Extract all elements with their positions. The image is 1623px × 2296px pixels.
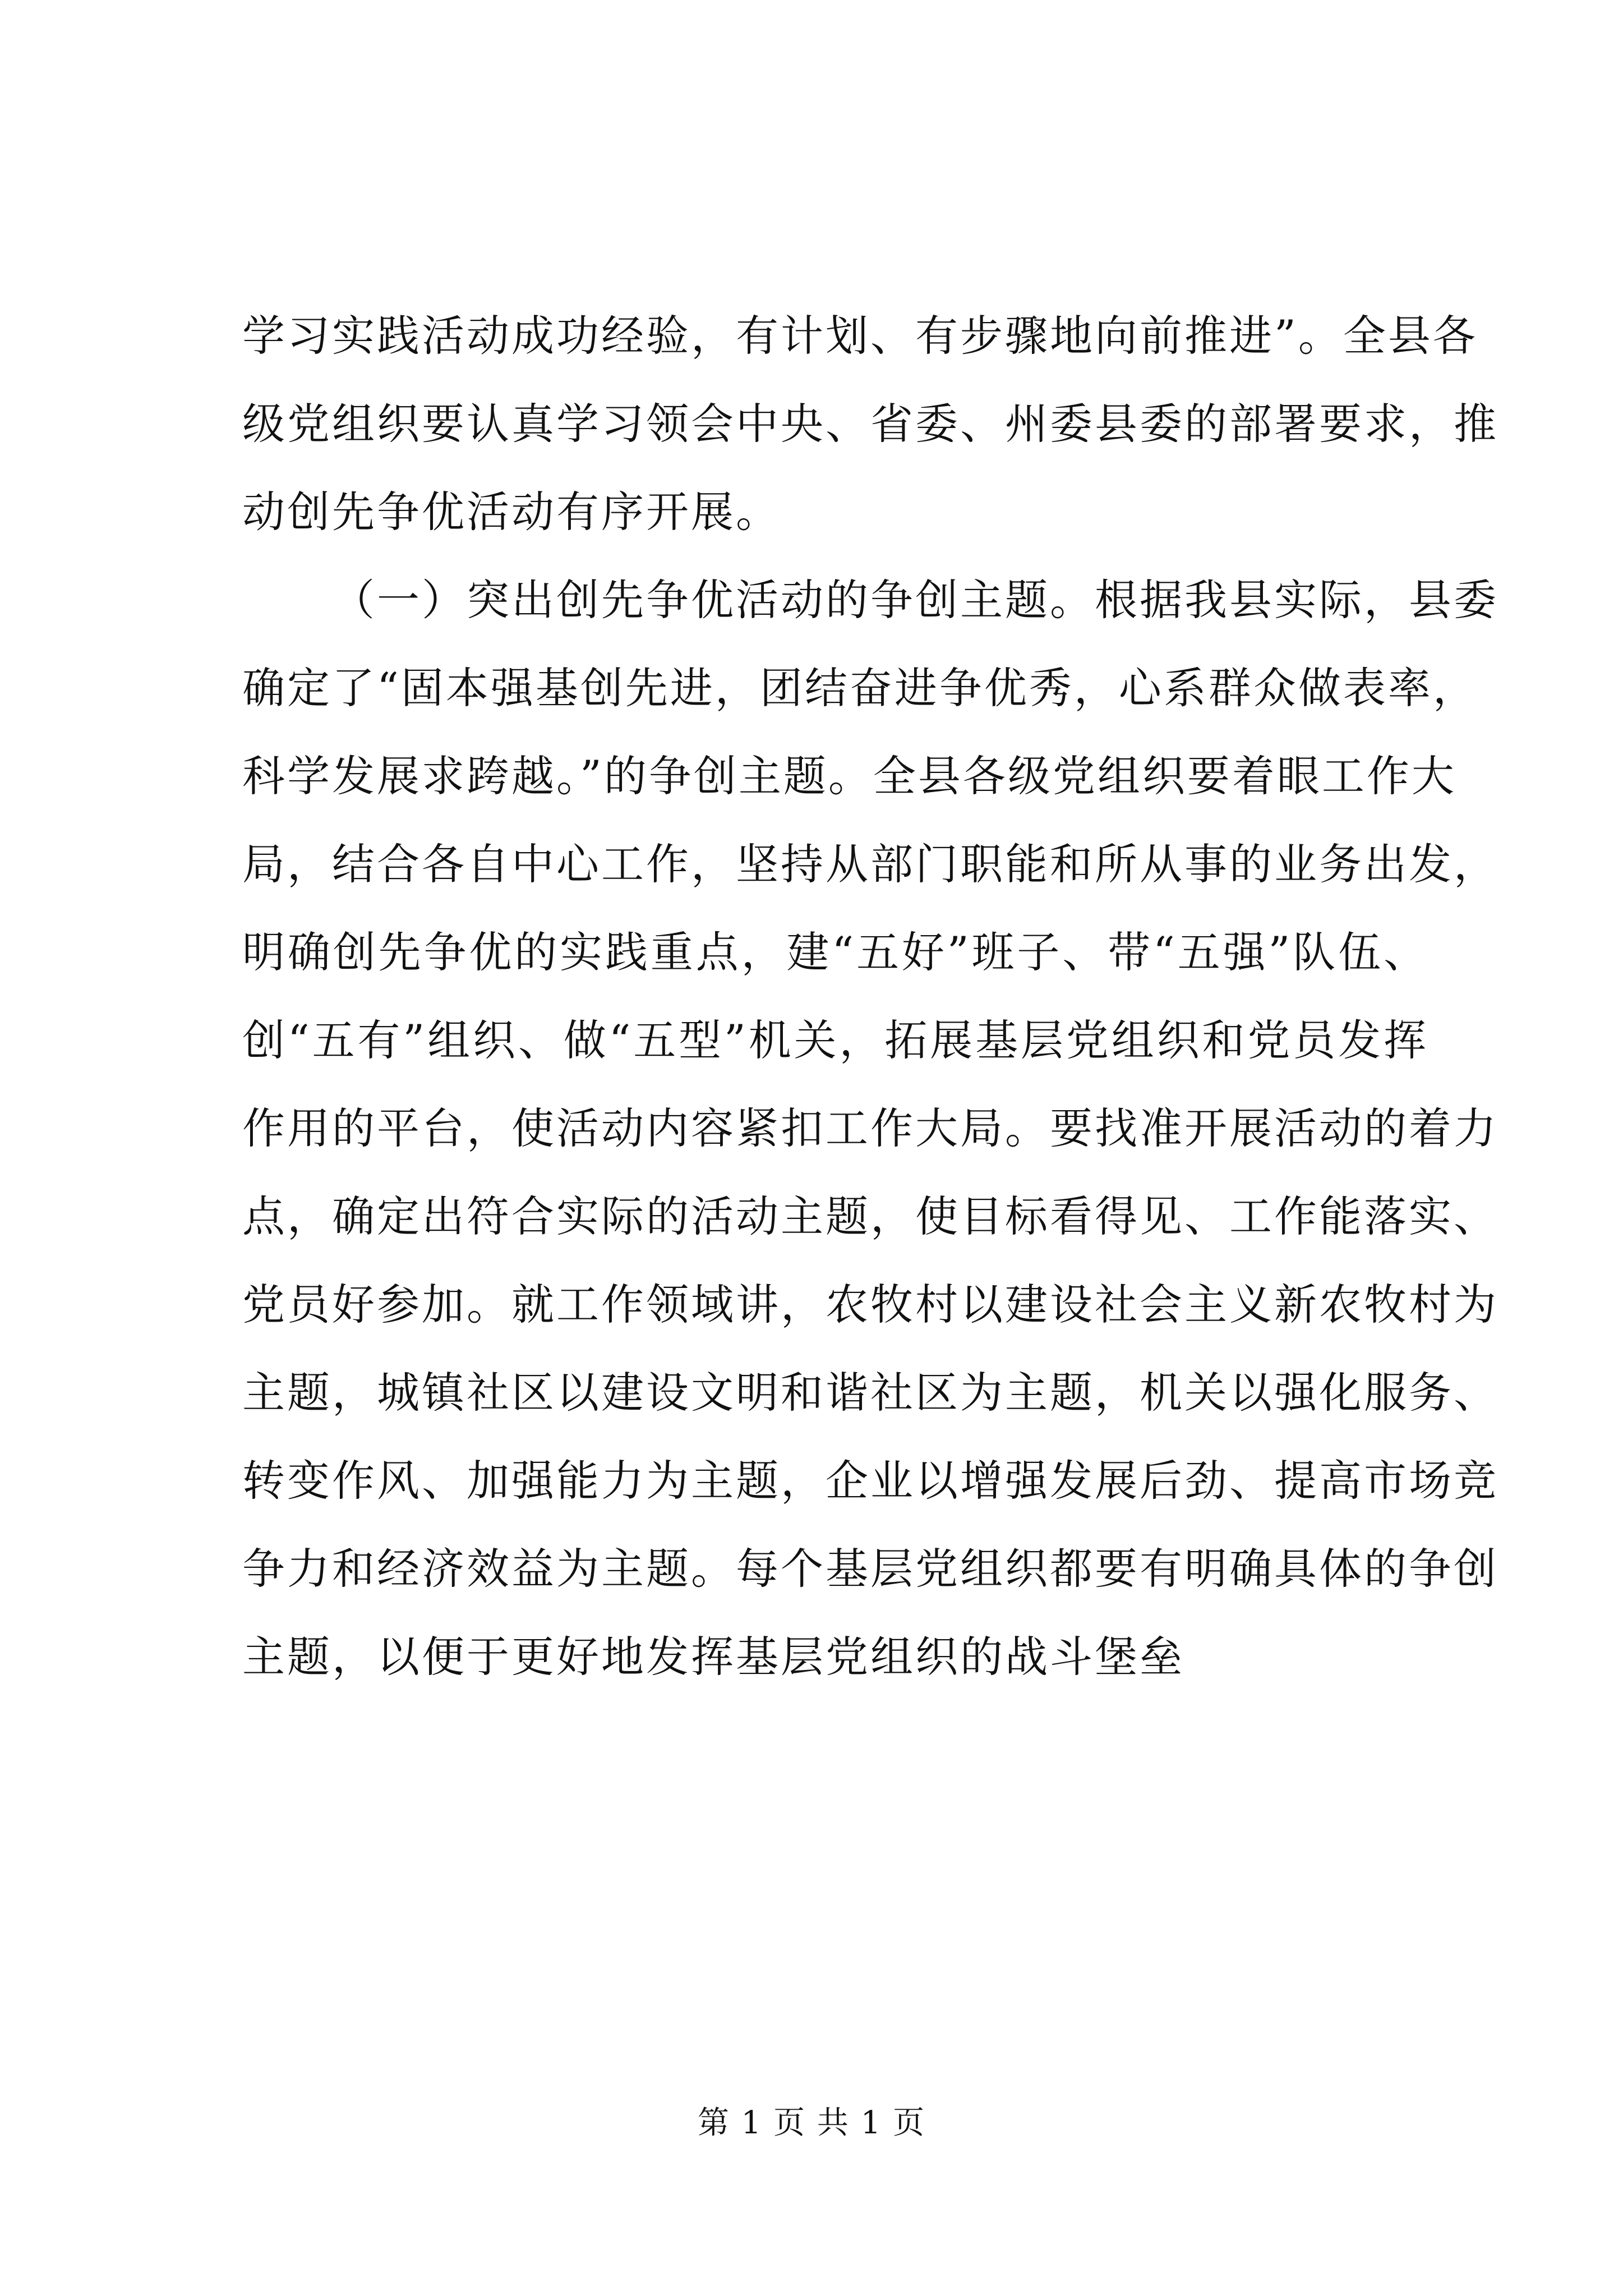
- text-line: 动创先争优活动有序开展。: [242, 487, 781, 537]
- text-line: 明确创先争优的实践重点，建“五好”班子、带“五强”队伍、: [242, 927, 1428, 977]
- text-line: 确定了“固本强基创先进，团结奋进争优秀，心系群众做表率，: [242, 663, 1478, 713]
- text-line: 级党组织要认真学习领会中央、省委、州委县委的部署要求，推: [242, 399, 1498, 449]
- text-line: 转变作风、加强能力为主题，企业以增强发展后劲、提高市场竞: [242, 1456, 1498, 1506]
- body-text: [242, 292, 1498, 1701]
- text-line: 主题，城镇社区以建设文明和谐社区为主题，机关以强化服务、: [242, 1368, 1498, 1418]
- text-line: 作用的平台，使活动内容紧扣工作大局。要找准开展活动的着力: [242, 1103, 1498, 1153]
- text-line: 创“五有”组织、做“五型”机关，拓展基层党组织和党员发挥: [242, 1015, 1428, 1065]
- page-footer: 第 1 页 共 1 页: [697, 2105, 926, 2141]
- text-line: 学习实践活动成功经验，有计划、有步骤地向前推进”。全县各: [242, 311, 1478, 361]
- text-line: 主题，以便于更好地发挥基层党组织的战斗堡垒: [242, 1632, 1184, 1682]
- text-line: 争力和经济效益为主题。每个基层党组织都要有明确具体的争创: [242, 1544, 1498, 1594]
- text-line: 党员好参加。就工作领域讲，农牧村以建设社会主义新农牧村为: [242, 1280, 1498, 1329]
- paragraph-first-line: （一）突出创先争优活动的争创主题。根据我县实际，县委: [332, 575, 1498, 625]
- text-line: 点，确定出符合实际的活动主题，使目标看得见、工作能落实、: [242, 1191, 1498, 1241]
- text-line: 科学发展求跨越。”的争创主题。全县各级党组织要着眼工作大: [242, 751, 1456, 801]
- text-line: 局，结合各自中心工作，坚持从部门职能和所从事的业务出发，: [242, 839, 1498, 889]
